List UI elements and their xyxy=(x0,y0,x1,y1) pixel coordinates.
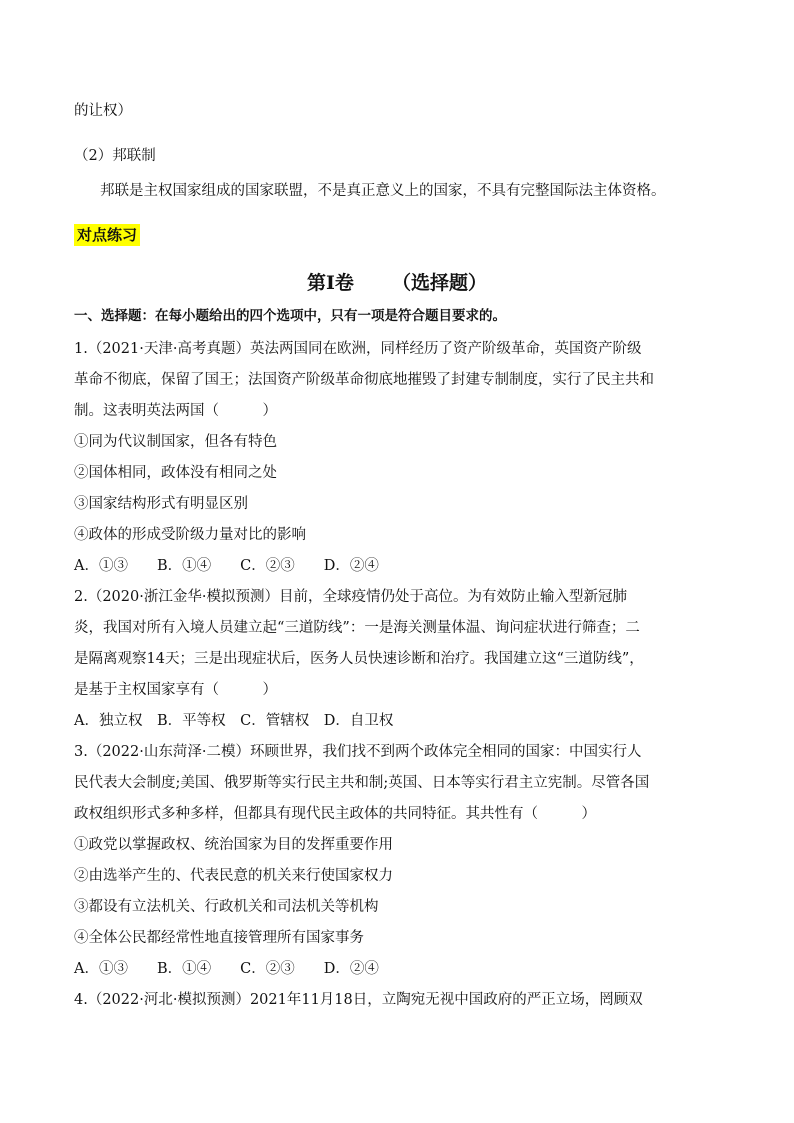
subheading-confederation: （2）邦联制 xyxy=(74,148,156,164)
instructions: 一、选择题：在每小题给出的四个选项中，只有一项是符合题目要求的。 xyxy=(74,308,506,324)
question-3-option-4: ④全体公民都经常性地直接管理所有国家事务 xyxy=(74,930,364,946)
question-3-option-3: ③都设有立法机关、行政机关和司法机关等机构 xyxy=(74,899,379,915)
question-2-choices: A．独立权 B．平等权 C．管辖权 D．自卫权 xyxy=(74,713,394,729)
question-3-line-3: 政权组织形式多种多样，但都具有现代民主政体的共同特征。其共性有（ ） xyxy=(74,806,596,822)
question-1-line-2: 革命不彻底，保留了国王；法国资产阶级革命彻底地摧毁了封建专制制度，实行了民主共和 xyxy=(74,372,654,388)
question-1-option-2: ②国体相同，政体没有相同之处 xyxy=(74,465,277,481)
question-3-option-2: ②由选举产生的、代表民意的机关来行使国家权力 xyxy=(74,868,393,884)
question-2-line-1: 2.（2020·浙江金华·模拟预测）目前，全球疫情仍处于高位。为有效防止输入型新冠肺 xyxy=(74,589,627,605)
question-2-line-2: 炎，我国对所有入境人员建立起“三道防线”：一是海关测量体温、询问症状进行筛查；二 xyxy=(74,620,640,636)
question-1-line-1: 1.（2021·天津·高考真题）英法两国同在欧洲，同样经历了资产阶级革命，英国资产阶级 xyxy=(74,341,642,357)
paragraph-confederation: 邦联是主权国家组成的国家联盟，不是真正意义上的国家，不具有完整国际法主体资格。 xyxy=(100,183,666,199)
question-3-line-2: 民代表大会制度;美国、俄罗斯等实行民主共和制;英国、日本等实行君主立宪制。尽管各国 xyxy=(74,775,650,791)
question-3-option-1: ①政党以掌握政权、统治国家为目的发挥重要作用 xyxy=(74,837,393,853)
title-type: （选择题） xyxy=(391,272,487,294)
question-2-line-4: 是基于主权国家享有（ ） xyxy=(74,682,277,698)
paper-title xyxy=(0,268,794,295)
question-1-line-3: 制。这表明英法两国（ ） xyxy=(74,403,277,419)
question-1-option-4: ④政体的形成受阶级力量对比的影响 xyxy=(74,527,306,543)
question-1-choices: A．①③ B．①④ C．②③ D．②④ xyxy=(74,558,379,574)
section-highlight: 对点练习 xyxy=(74,224,140,246)
question-2-line-3: 是隔离观察14天；三是出现症状后，医务人员快速诊断和治疗。我国建立这“三道防线”， xyxy=(74,651,644,667)
question-1-option-3: ③国家结构形式有明显区别 xyxy=(74,496,248,512)
question-4-line-1: 4.（2022·河北·模拟预测）2021年11月18日，立陶宛无视中国政府的严正立场，罔顾双 xyxy=(74,992,643,1008)
question-3-line-1: 3.（2022·山东菏泽·二模）环顾世界，我们找不到两个政体完全相同的国家：中国实行人 xyxy=(74,744,642,760)
question-1-option-1: ①同为代议制国家，但各有特色 xyxy=(74,434,277,450)
section-label xyxy=(74,225,140,246)
question-3-choices: A．①③ B．①④ C．②③ D．②④ xyxy=(74,961,379,977)
title-volume: 第Ⅰ卷 xyxy=(307,272,354,294)
text-line: 的让权） xyxy=(74,103,132,119)
